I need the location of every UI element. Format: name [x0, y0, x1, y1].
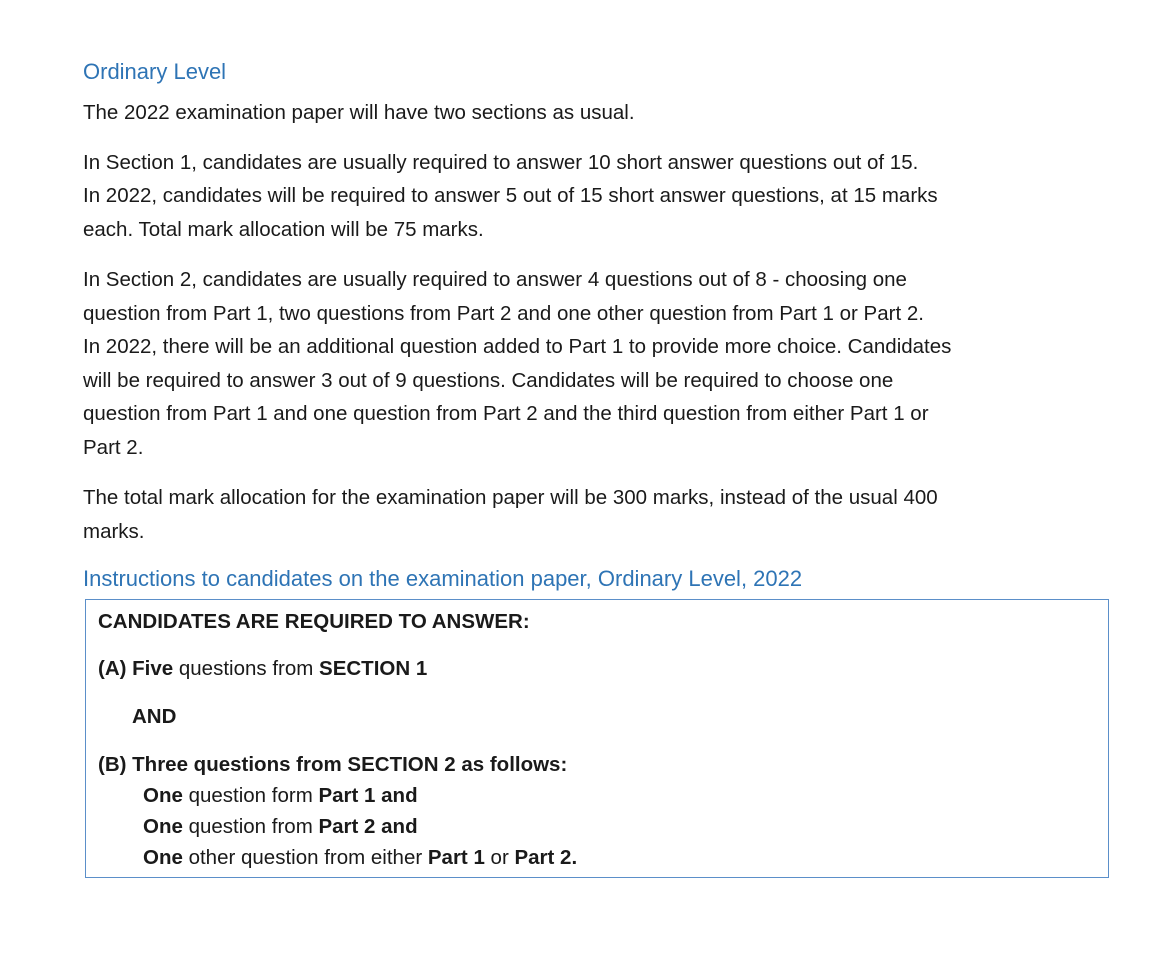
item-one: One — [143, 846, 183, 869]
item-part: Part 2 and — [318, 815, 418, 838]
instruction-a-prefix: (A) Five — [98, 657, 174, 680]
instruction-b-item-1 — [98, 780, 1096, 811]
item-part-2: Part 2. — [514, 846, 578, 869]
document-page — [83, 58, 1113, 878]
text-line: will be required to answer 3 out of 9 questions. Candidates will be required to choose one — [83, 368, 894, 392]
text-line: In 2022, candidates will be required to answer 5 out of 15 short answer questions, at 15 marks — [83, 184, 938, 207]
item-part: Part 1 and — [318, 784, 418, 807]
item-part-1: Part 1 — [427, 846, 485, 869]
text-line: each. Total mark allocation will be 75 marks. — [83, 217, 484, 241]
instruction-b-item-2 — [98, 811, 1096, 842]
text-line: The total mark allocation for the examination paper will be 300 marks, instead of the usual 400 — [83, 486, 938, 509]
section-heading-instructions: Instructions to candidates on the examination paper, Ordinary Level, 2022 — [83, 566, 803, 591]
instruction-a — [98, 653, 1096, 684]
text-line: question from Part 1 and one question from Part 2 and the third question from either Part 1 or — [83, 402, 929, 425]
paragraph-total-marks — [83, 481, 1113, 548]
item-one: One — [143, 784, 183, 807]
item-text: other question from either — [182, 846, 428, 869]
paragraph-section-1 — [83, 146, 1113, 247]
paragraph-intro — [83, 96, 1113, 130]
text-line: Part 2. — [83, 435, 144, 459]
instruction-a-text: questions from — [173, 657, 320, 680]
instruction-a-section: SECTION 1 — [319, 657, 428, 680]
instruction-b-item-3 — [98, 842, 1096, 873]
text-line: In Section 2, candidates are usually required to answer 4 questions out of 8 - choosing one — [83, 268, 907, 291]
text-line: question from Part 1, two questions from Part 2 and one other question from Part 1 or Part 2. — [83, 301, 924, 325]
paragraph-section-2 — [83, 263, 1113, 464]
item-text: question from — [182, 815, 319, 838]
text-line: In 2022, there will be an additional question added to Part 1 to provide more choice. Candidates — [83, 335, 952, 358]
instructions-title: CANDIDATES ARE REQUIRED TO ANSWER: — [98, 610, 530, 633]
instruction-b: (B) Three questions from SECTION 2 as follows: — [98, 753, 568, 776]
item-text: question form — [182, 784, 319, 807]
instructions-box — [85, 599, 1109, 878]
section-heading-ordinary-level: Ordinary Level — [83, 59, 227, 84]
item-one: One — [143, 815, 183, 838]
item-or: or — [484, 846, 515, 869]
text-line: The 2022 examination paper will have two sections as usual. — [83, 101, 635, 124]
text-line: marks. — [83, 519, 145, 543]
text-line: In Section 1, candidates are usually required to answer 10 short answer questions out of 15. — [83, 150, 919, 174]
instruction-and: AND — [132, 705, 177, 728]
